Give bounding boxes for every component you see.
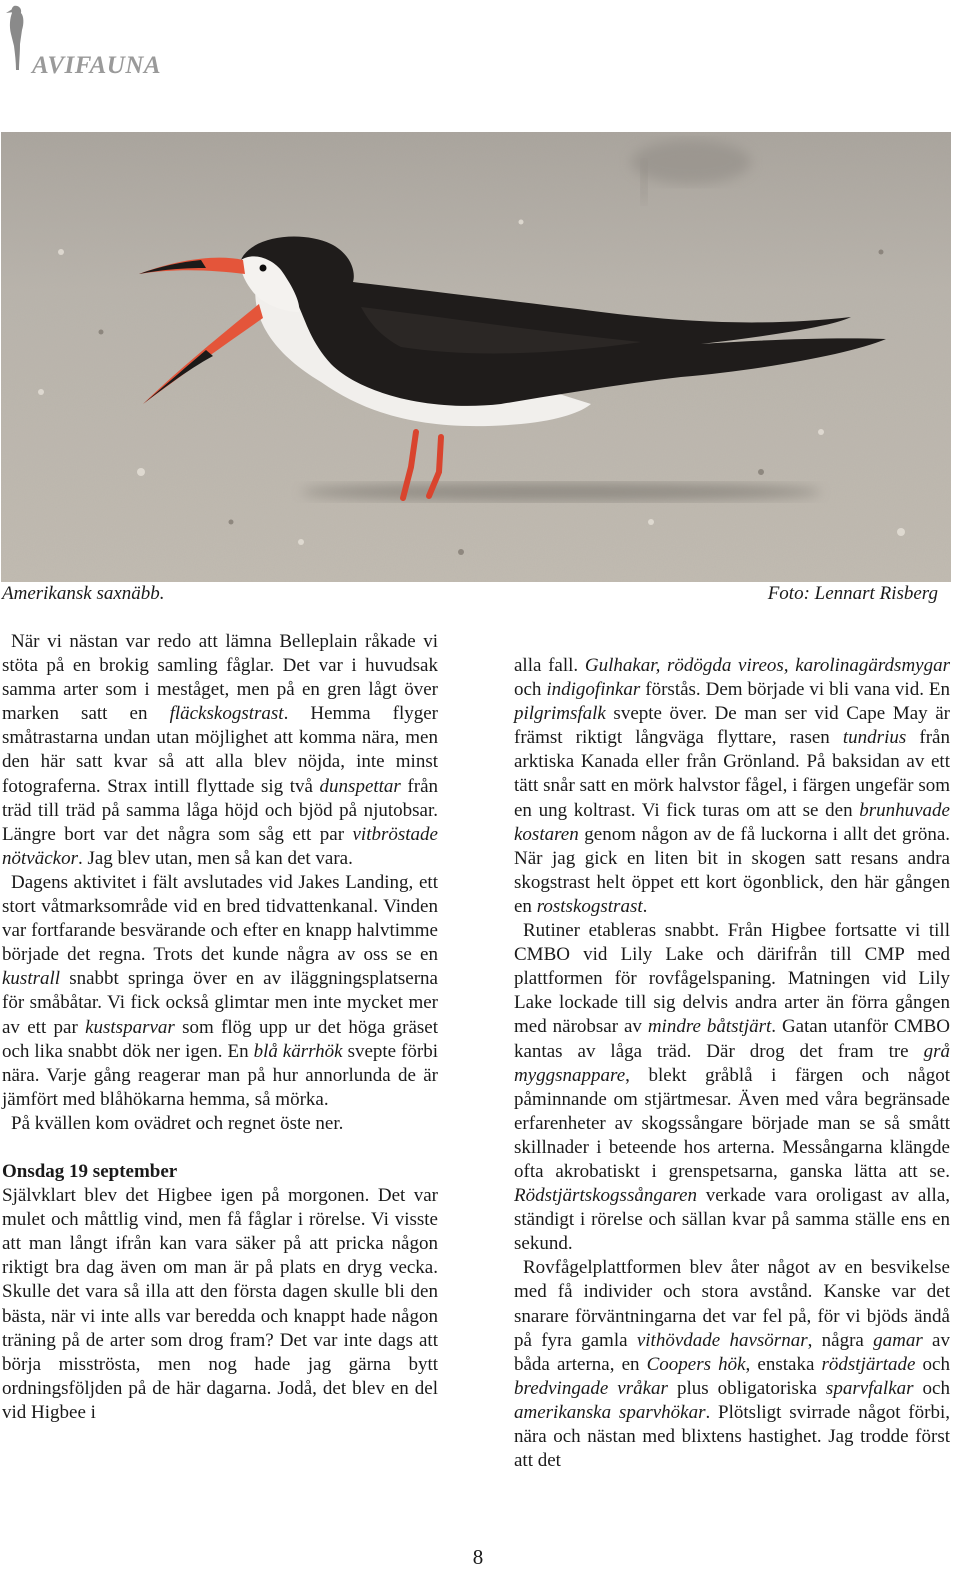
bird-figure-icon [2, 4, 32, 74]
photo-caption: Amerikansk saxnäbb. [2, 583, 165, 604]
paragraph: Rovfågelplattformen blev åter något av en besvikelse med få individer och stora avstånd. Kanske var det snarare förväntningarna det var fel på, för vi bjöds ändå på fyra gamla vithövdade havsörnar, några gamar av båda arterna, en Coopers hök, enstaka rödstjärtade och bredvingade vråkar plus obligatoriska sparvfalkar och amerikanska sparvhökar. Plötsligt svirrade något förbi, nära och nästan med blixtens hastighet. Jag trodde först att det [514, 1257, 950, 1472]
paragraph: På kvällen kom ovädret och regnet öste ner. [11, 1112, 344, 1134]
left-column [2, 630, 438, 1425]
black-skimmer-photo [1, 132, 951, 582]
paragraph: När vi nästan var redo att lämna Belleplain råkade vi stöta på en brokig samling fåglar. Det var i huvudsak samma arter som i meståget, men på en gren lågt över marken satt en fläckskogstrast. Hemma flyger småtrastarna undan utan möjlighet att komma nära, men den här satt kvar så att alla blev nöjda, inte minst fotograferna. Strax intill flyttade sig två dunspettar från träd till träd på samma låga höjd och bjöd på njutobsar. Längre bort var det några som såg ett par vitbröstade nötväckor. Jag blev utan, men så kan det vara. [2, 631, 438, 869]
paragraph: Dagens aktivitet i fält avslutades vid Jakes Landing, ett stort våtmarksområde vid en bred tidvattenkanal. Vinden var fortfarande besvärande och efter en knapp halvtimme började det regna. Trots det kunde några av oss se en kustrall snabbt springa över en av iläggningsplatserna för småbåtar. Vi fick också glimtar men inte mycket mer av ett par kustsparvar som flög upp ur det höga gräset och lika snabbt dök ner igen. En blå kärrhök svepte förbi nära. Varje gång reagerar man på hur annorlunda de är jämfört med blåhökarna hemma, så mörka. [2, 871, 438, 1110]
paragraph: Rutiner etableras snabbt. Från Higbee fortsatte vi till CMBO vid Lily Lake och därifrån till CMP med plattformen för rovfågelspaning. Matningen vid Lily Lake lockade till sig delvis andra arter än förra gången med närobsar av mindre båtstjärt. Gatan utanför CMBO kantas av låga träd. Där drog det fram tre grå myggsnappare, blekt gråblå i färgen och något påminnande om stjärtmesar. Även med våra begränsade erfarenheter av skogssångare började man se så smått skillnader i beteende hos arterna. Messångarna klängde ofta akrobatiskt i grenspetsarna, ganska lätta att se. Rödstjärtskogssångaren verkade vara oroligast av alla, ständigt i rörelse och sällan kvar på samma ställe ens en sekund. [514, 920, 950, 1255]
avifauna-logo [2, 4, 172, 79]
logo-text: AVIFAUNA [32, 52, 162, 79]
paragraph: Självklart blev det Higbee igen på morgonen. Det var mulet och måttlig vind, men få fåglar i rörelse. Vi visste att man långt ifrån kan vara säker på att pricka någon riktigt bra dag även om man är på plats en dryg vecka. Skulle det vara så illa att den första dagen skulle bli den bästa, när vi inte alls var beredda och knappt hade någon träning på de arter som drog fram? Det var inte dags att börja misströsta, men nog hade jag gärna bytt ordningsföljden på de här dagarna. Jodå, det blev en del vid Higbee i [2, 1185, 438, 1423]
right-column [514, 654, 950, 1473]
page-number: 8 [472, 1545, 484, 1569]
paragraph: alla fall. Gulhakar, rödögda vireos, karolinagärdsmygar och indigofinkar förstås. Dem började vi bli vana vid. En pilgrimsfalk svepte över. De man ser vid Cape May är främst riktigt långväga flyttare, rasen tundrius från arktiska Kanada eller från Grönland. På baksidan av ett tätt snår satt en mörk halvstor fågel, i färgen ungefär som en ung koltrast. Vi fick turas om att se den brunhuvade kostaren genom någon av de få luckorna i allt det gröna. När jag gick en liten bit in skogen satt resans andra skogstrast helt öppet ett kort ögonblick, den här gången en rostskogstrast. [514, 655, 951, 917]
photo-credit: Foto: Lennart Risberg [767, 583, 938, 604]
section-heading: Onsdag 19 september [2, 1160, 178, 1182]
